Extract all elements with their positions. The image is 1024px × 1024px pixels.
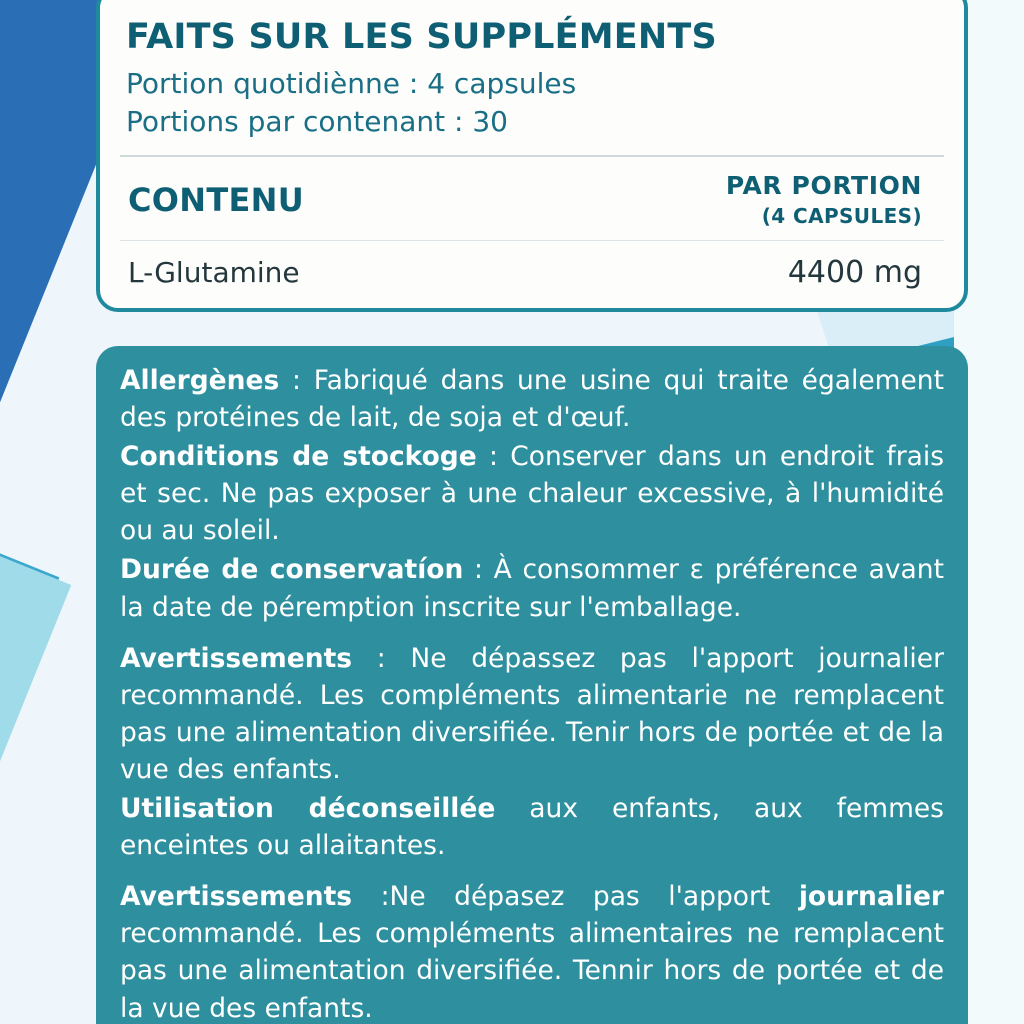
shelf-life-paragraph (120, 551, 944, 625)
storage-label: Conditions de stockoge (120, 441, 477, 473)
warnings-label-1: Avertissements (120, 642, 353, 674)
info-card (96, 346, 968, 1024)
ingredient-amount: 4400 mg (787, 254, 922, 290)
storage-separator: : (476, 441, 511, 473)
supplement-facts-column-headers (100, 157, 964, 240)
column-header-par-portion-sub: (4 CAPSULES) (761, 203, 922, 228)
supplement-facts-title: FAITS SUR LES SUPPLÉMENTS (126, 17, 717, 57)
warnings-paragraph-1 (120, 640, 944, 788)
storage-text: Conserver dans un endroit frais et sec. Ne pas exposer à une chaleur excessive, à l'humidité ou au soleil. (120, 441, 944, 547)
not-recommended-label: Utilisation déconseillée (120, 793, 496, 825)
servings-per-container-text: Portions par contenant : 30 (126, 104, 508, 138)
warnings-separator-1: : (352, 642, 411, 674)
ingredient-name: L-Glutamine (128, 255, 300, 289)
shelf-life-separator: : (463, 554, 494, 586)
shelf-life-label: Durée de conservatíon (120, 554, 464, 586)
warnings-separator-2: : (352, 881, 390, 913)
table-row (100, 241, 964, 308)
allergens-separator: : (279, 365, 314, 396)
warnings-text-2-before: Ne dépasez pas l'apport (389, 881, 799, 913)
not-recommended-paragraph (120, 790, 944, 864)
not-recommended-text: aux enfants, aux femmes enceintes ou allaitantes. (120, 793, 944, 862)
allergens-label: Allergènes (120, 365, 280, 396)
warnings-label-2: Avertissements (120, 881, 353, 913)
supplement-facts-panel (96, 0, 968, 312)
not-recommended-separator (495, 793, 529, 824)
column-header-contenu: CONTENU (128, 180, 305, 219)
column-header-par-portion-main: PAR PORTION (725, 170, 922, 200)
warnings-text-1: Ne dépassez pas l'apport journalier recommandé. Les compléments alimentarie ne remplacent pas une alimentation diversifiée. Tenir hors de portée et de la vue des enfants. (120, 642, 944, 785)
warnings-paragraph-2 (120, 878, 944, 1024)
storage-paragraph (120, 438, 944, 549)
warnings-emphasis-2: journalier (798, 881, 944, 913)
shelf-life-text: À consommer ɛ préférence avant la date de péremption inscrite sur l'emballage. (120, 554, 944, 623)
column-header-par-portion (726, 171, 936, 228)
allergens-text: Fabriqué dans une usine qui traite également des protéines de lait, de soja et d'œuf. (120, 365, 944, 434)
allergens-paragraph (120, 362, 944, 436)
warnings-text-2-after: recommandé. Les compléments alimentaires ne remplacent pas une alimentation diversifiée. Tennir hors de portée et de la vue des enfants. (120, 918, 944, 1024)
serving-size-text: Portion quotidiènne : 4 capsules (126, 66, 577, 100)
supplement-facts-header (100, 6, 964, 155)
